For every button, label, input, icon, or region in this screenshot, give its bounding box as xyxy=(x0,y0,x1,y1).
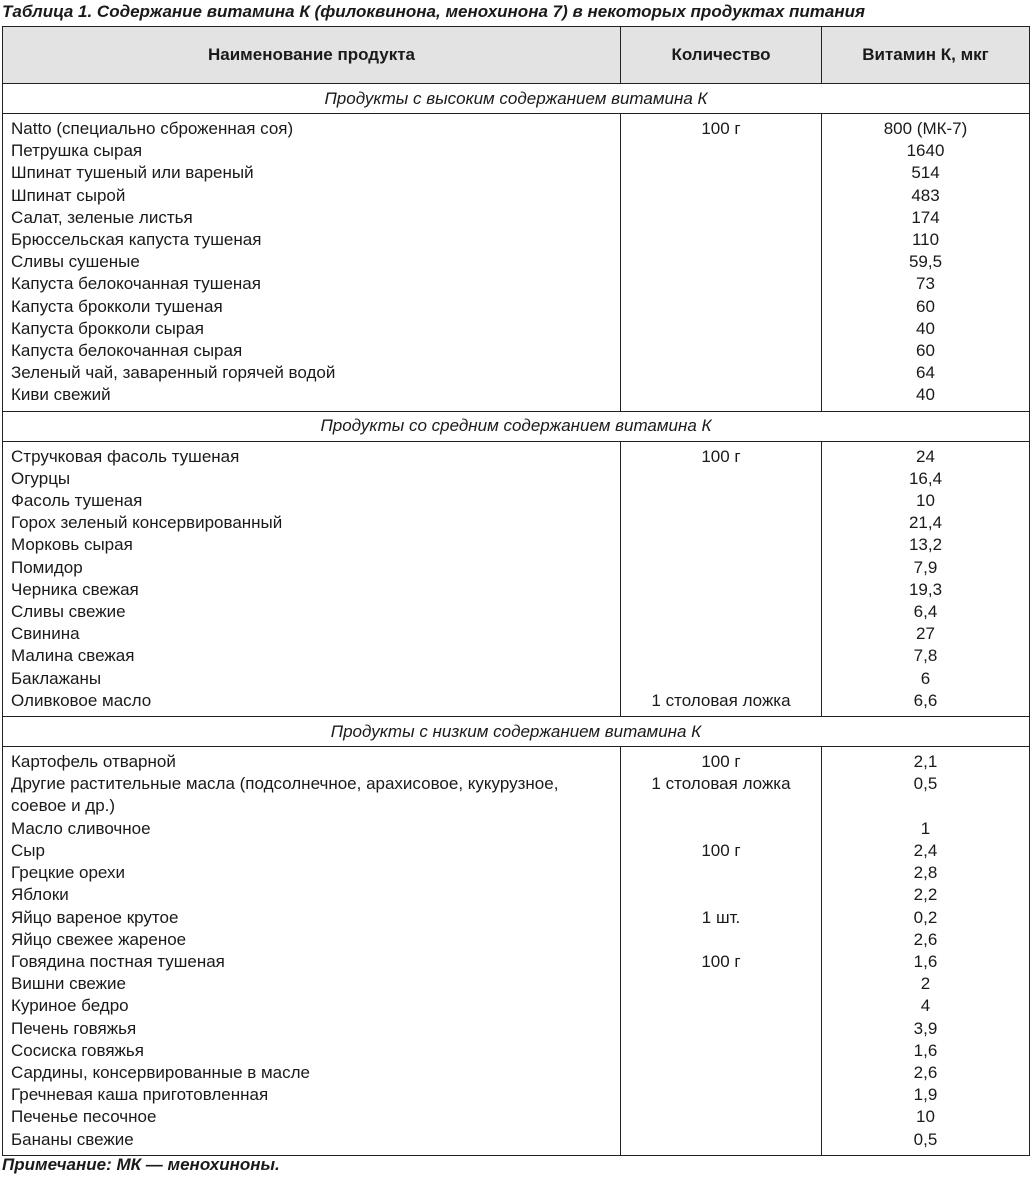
table-row xyxy=(3,579,1030,601)
product-name-cell: Киви свежий xyxy=(3,384,621,411)
product-name-cell: Сардины, консервированные в масле xyxy=(3,1062,621,1084)
quantity-cell xyxy=(621,1062,822,1084)
table-row xyxy=(3,185,1030,207)
product-name-cell: Гречневая каша приготовленная xyxy=(3,1084,621,1106)
vitamin-k-value-cell: 40 xyxy=(822,384,1030,411)
vitamin-k-value-cell: 0,5 xyxy=(822,1129,1030,1156)
vitamin-k-value-cell: 514 xyxy=(822,162,1030,184)
table-row xyxy=(3,207,1030,229)
vitamin-k-value-cell: 7,9 xyxy=(822,557,1030,579)
quantity-cell xyxy=(621,818,822,840)
product-name-cell: Горох зеленый консервированный xyxy=(3,512,621,534)
table-row xyxy=(3,512,1030,534)
section-header-row xyxy=(3,411,1030,441)
vitamin-k-value-cell: 73 xyxy=(822,273,1030,295)
vitamin-k-table xyxy=(2,26,1030,1156)
table-row xyxy=(3,623,1030,645)
table-row xyxy=(3,951,1030,973)
product-name-cell: Грецкие орехи xyxy=(3,862,621,884)
product-name-cell: Малина свежая xyxy=(3,645,621,667)
quantity-cell xyxy=(621,318,822,340)
product-name-cell: Оливковое масло xyxy=(3,690,621,717)
table-row xyxy=(3,362,1030,384)
vitamin-k-value-cell: 2,6 xyxy=(822,1062,1030,1084)
quantity-cell: 100 г xyxy=(621,747,822,774)
product-name-cell: Natto (специально сброженная соя) xyxy=(3,114,621,141)
product-name-cell: Брюссельская капуста тушеная xyxy=(3,229,621,251)
section-header-row xyxy=(3,717,1030,747)
product-name-cell: Говядина постная тушеная xyxy=(3,951,621,973)
vitamin-k-value-cell: 2 xyxy=(822,973,1030,995)
quantity-cell: 100 г xyxy=(621,840,822,862)
table-row xyxy=(3,690,1030,717)
table-row xyxy=(3,884,1030,906)
table-header xyxy=(3,27,1030,84)
product-name-cell: Капуста белокочанная тушеная xyxy=(3,273,621,295)
quantity-cell xyxy=(621,557,822,579)
product-name-cell: Печень говяжья xyxy=(3,1018,621,1040)
quantity-cell: 100 г xyxy=(621,951,822,973)
vitamin-k-value-cell: 1640 xyxy=(822,140,1030,162)
quantity-cell: 100 г xyxy=(621,114,822,141)
quantity-cell xyxy=(621,185,822,207)
table-row xyxy=(3,251,1030,273)
quantity-cell xyxy=(621,384,822,411)
vitamin-k-value-cell: 2,1 xyxy=(822,747,1030,774)
quantity-cell: 100 г xyxy=(621,441,822,468)
product-name-cell: Морковь сырая xyxy=(3,534,621,556)
quantity-cell xyxy=(621,273,822,295)
table-row xyxy=(3,862,1030,884)
quantity-cell xyxy=(621,207,822,229)
vitamin-k-value-cell: 40 xyxy=(822,318,1030,340)
product-name-cell: Шпинат тушеный или вареный xyxy=(3,162,621,184)
vitamin-k-value-cell: 1,9 xyxy=(822,1084,1030,1106)
vitamin-k-value-cell: 1 xyxy=(822,818,1030,840)
header-product: Наименование продукта xyxy=(3,27,621,84)
quantity-cell xyxy=(621,140,822,162)
quantity-cell xyxy=(621,601,822,623)
product-name-cell: Картофель отварной xyxy=(3,747,621,774)
quantity-cell xyxy=(621,362,822,384)
table-row xyxy=(3,907,1030,929)
product-name-cell: Печенье песочное xyxy=(3,1106,621,1128)
table-row xyxy=(3,140,1030,162)
quantity-cell xyxy=(621,973,822,995)
product-name-cell: Свинина xyxy=(3,623,621,645)
vitamin-k-value-cell: 483 xyxy=(822,185,1030,207)
quantity-cell xyxy=(621,995,822,1017)
product-name-cell: Помидор xyxy=(3,557,621,579)
quantity-cell xyxy=(621,1084,822,1106)
table-row xyxy=(3,296,1030,318)
product-name-cell: Яйцо свежее жареное xyxy=(3,929,621,951)
quantity-cell xyxy=(621,251,822,273)
vitamin-k-value-cell: 2,6 xyxy=(822,929,1030,951)
product-name-cell: Шпинат сырой xyxy=(3,185,621,207)
table-caption: Таблица 1. Содержание витамина К (филоквинона, менохинона 7) в некоторых продуктах питания xyxy=(2,2,866,21)
quantity-cell xyxy=(621,229,822,251)
quantity-cell xyxy=(621,884,822,906)
table-body xyxy=(3,84,1030,1156)
table-row xyxy=(3,114,1030,141)
table-row xyxy=(3,1062,1030,1084)
quantity-cell xyxy=(621,645,822,667)
table-row xyxy=(3,534,1030,556)
product-name-cell: Сливы свежие xyxy=(3,601,621,623)
table-row xyxy=(3,229,1030,251)
vitamin-k-value-cell: 1,6 xyxy=(822,951,1030,973)
vitamin-k-value-cell: 174 xyxy=(822,207,1030,229)
quantity-cell xyxy=(621,468,822,490)
vitamin-k-value-cell: 10 xyxy=(822,1106,1030,1128)
vitamin-k-value-cell: 59,5 xyxy=(822,251,1030,273)
table-row xyxy=(3,645,1030,667)
table-row xyxy=(3,468,1030,490)
table-row xyxy=(3,1106,1030,1128)
quantity-cell xyxy=(621,623,822,645)
product-name-cell: Яйцо вареное крутое xyxy=(3,907,621,929)
vitamin-k-value-cell: 2,2 xyxy=(822,884,1030,906)
vitamin-k-value-cell: 6,4 xyxy=(822,601,1030,623)
vitamin-k-value-cell: 27 xyxy=(822,623,1030,645)
product-name-cell: Стручковая фасоль тушеная xyxy=(3,441,621,468)
vitamin-k-value-cell: 24 xyxy=(822,441,1030,468)
vitamin-k-value-cell: 60 xyxy=(822,296,1030,318)
vitamin-k-value-cell: 10 xyxy=(822,490,1030,512)
quantity-cell xyxy=(621,1129,822,1156)
vitamin-k-value-cell: 2,8 xyxy=(822,862,1030,884)
product-name-cell: Сосиска говяжья xyxy=(3,1040,621,1062)
quantity-cell xyxy=(621,340,822,362)
quantity-cell xyxy=(621,1018,822,1040)
table-row xyxy=(3,1018,1030,1040)
vitamin-k-value-cell: 6,6 xyxy=(822,690,1030,717)
vitamin-k-value-cell: 110 xyxy=(822,229,1030,251)
header-vitamin-k: Витамин К, мкг xyxy=(822,27,1030,84)
table-row xyxy=(3,929,1030,951)
product-name-cell: Вишни свежие xyxy=(3,973,621,995)
header-quantity: Количество xyxy=(621,27,822,84)
quantity-cell xyxy=(621,162,822,184)
section-header-row xyxy=(3,84,1030,114)
product-name-cell: Фасоль тушеная xyxy=(3,490,621,512)
table-row xyxy=(3,840,1030,862)
quantity-cell xyxy=(621,579,822,601)
section-title: Продукты с низким содержанием витамина К xyxy=(3,717,1030,747)
vitamin-k-value-cell: 2,4 xyxy=(822,840,1030,862)
vitamin-k-value-cell: 0,5 xyxy=(822,773,1030,817)
quantity-cell xyxy=(621,1106,822,1128)
quantity-cell: 1 столовая ложка xyxy=(621,773,822,817)
vitamin-k-value-cell: 13,2 xyxy=(822,534,1030,556)
product-name-cell: Петрушка сырая xyxy=(3,140,621,162)
quantity-cell xyxy=(621,1040,822,1062)
table-row xyxy=(3,162,1030,184)
table-row xyxy=(3,441,1030,468)
product-name-cell: Зеленый чай, заваренный горячей водой xyxy=(3,362,621,384)
table-row xyxy=(3,773,1030,817)
vitamin-k-value-cell: 21,4 xyxy=(822,512,1030,534)
vitamin-k-value-cell: 1,6 xyxy=(822,1040,1030,1062)
product-name-cell: Капуста брокколи тушеная xyxy=(3,296,621,318)
table-row xyxy=(3,340,1030,362)
vitamin-k-value-cell: 6 xyxy=(822,668,1030,690)
quantity-cell: 1 столовая ложка xyxy=(621,690,822,717)
table-row xyxy=(3,273,1030,295)
table-row xyxy=(3,1084,1030,1106)
vitamin-k-value-cell: 60 xyxy=(822,340,1030,362)
table-row xyxy=(3,1129,1030,1156)
product-name-cell: Капуста брокколи сырая xyxy=(3,318,621,340)
table-row xyxy=(3,1040,1030,1062)
quantity-cell xyxy=(621,490,822,512)
table-row xyxy=(3,318,1030,340)
vitamin-k-value-cell: 800 (МК-7) xyxy=(822,114,1030,141)
product-name-cell: Салат, зеленые листья xyxy=(3,207,621,229)
vitamin-k-value-cell: 3,9 xyxy=(822,1018,1030,1040)
product-name-cell: Яблоки xyxy=(3,884,621,906)
product-name-cell: Куриное бедро xyxy=(3,995,621,1017)
table-row xyxy=(3,818,1030,840)
table-row xyxy=(3,973,1030,995)
table-row xyxy=(3,747,1030,774)
quantity-cell: 1 шт. xyxy=(621,907,822,929)
product-name-cell: Сливы сушеные xyxy=(3,251,621,273)
quantity-cell xyxy=(621,296,822,318)
product-name-cell: Масло сливочное xyxy=(3,818,621,840)
quantity-cell xyxy=(621,929,822,951)
product-name-cell: Капуста белокочанная сырая xyxy=(3,340,621,362)
section-title: Продукты с высоким содержанием витамина К xyxy=(3,84,1030,114)
table-note: Примечание: МК — менохиноны. xyxy=(2,1155,280,1174)
vitamin-k-value-cell: 16,4 xyxy=(822,468,1030,490)
table-row xyxy=(3,490,1030,512)
table-row xyxy=(3,384,1030,411)
vitamin-k-value-cell: 64 xyxy=(822,362,1030,384)
table-row xyxy=(3,668,1030,690)
vitamin-k-value-cell: 4 xyxy=(822,995,1030,1017)
table-row xyxy=(3,601,1030,623)
product-name-cell: Другие растительные масла (подсолнечное, арахисовое, кукурузное, соевое и др.) xyxy=(3,773,621,817)
section-title: Продукты со средним содержанием витамина К xyxy=(3,411,1030,441)
vitamin-k-value-cell: 0,2 xyxy=(822,907,1030,929)
quantity-cell xyxy=(621,534,822,556)
quantity-cell xyxy=(621,862,822,884)
product-name-cell: Черника свежая xyxy=(3,579,621,601)
quantity-cell xyxy=(621,512,822,534)
product-name-cell: Сыр xyxy=(3,840,621,862)
table-row xyxy=(3,557,1030,579)
product-name-cell: Бананы свежие xyxy=(3,1129,621,1156)
quantity-cell xyxy=(621,668,822,690)
vitamin-k-value-cell: 19,3 xyxy=(822,579,1030,601)
product-name-cell: Баклажаны xyxy=(3,668,621,690)
vitamin-k-value-cell: 7,8 xyxy=(822,645,1030,667)
product-name-cell: Огурцы xyxy=(3,468,621,490)
table-row xyxy=(3,995,1030,1017)
